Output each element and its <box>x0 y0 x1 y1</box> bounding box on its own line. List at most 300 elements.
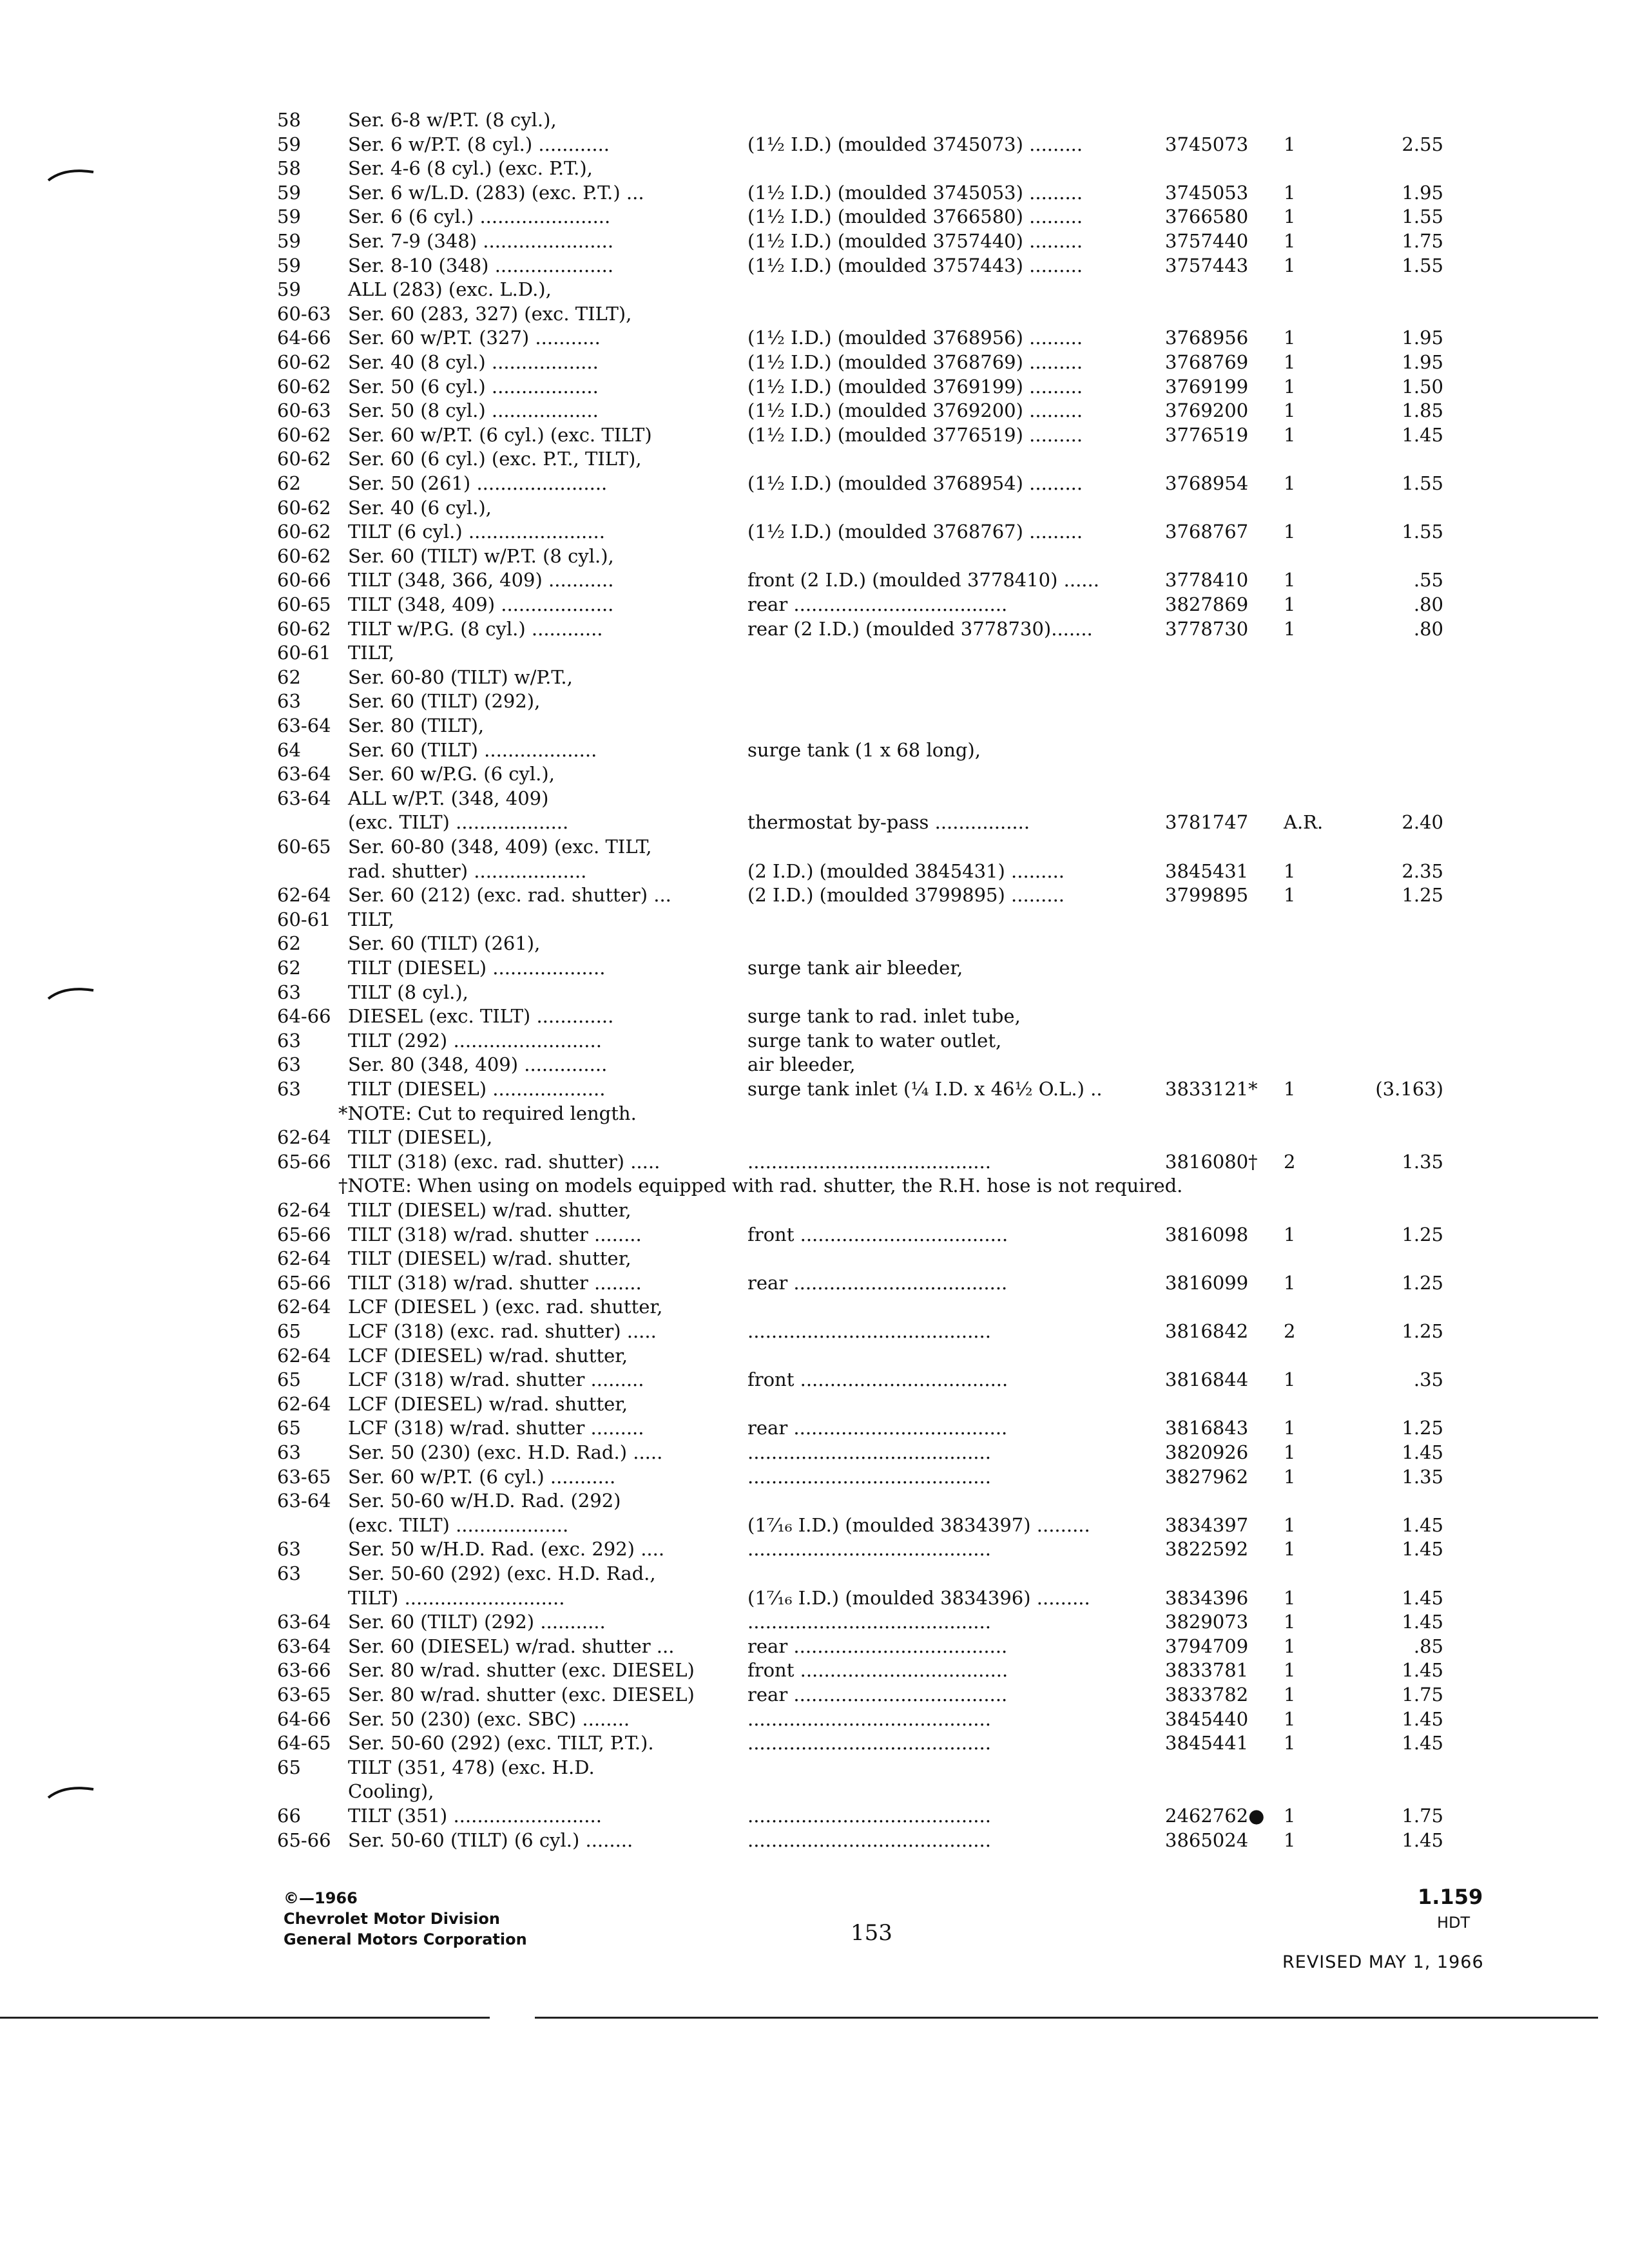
cell-qty: 1 <box>1284 860 1296 882</box>
cell-desc: Ser. 60 (TILT) (261), <box>348 932 541 954</box>
page-number: 153 <box>851 1920 892 1946</box>
table-row <box>0 1416 1629 1439</box>
cell-yr: 62 <box>277 932 301 954</box>
margin-mark <box>45 983 97 1002</box>
cell-qty: 1 <box>1284 1829 1296 1851</box>
cell-pn: 3833782 <box>1165 1684 1249 1706</box>
cell-qty: 2 <box>1284 1151 1296 1173</box>
revision-date: REVISED MAY 1, 1966 <box>1282 1952 1484 1972</box>
cell-desc: Ser. 8-10 (348) .................... <box>348 255 614 276</box>
cell-desc: TILT (8 cyl.), <box>348 981 468 1003</box>
cell-pn: 3833781 <box>1165 1659 1249 1681</box>
cell-qty: A.R. <box>1284 811 1324 833</box>
cell-qty: 1 <box>1284 206 1296 227</box>
cell-qty: 1 <box>1284 1417 1296 1439</box>
table-row <box>0 908 1629 931</box>
table-row <box>0 1707 1629 1731</box>
cell-pn: 3768954 <box>1165 472 1249 494</box>
cell-desc: Ser. 80 (TILT), <box>348 715 485 736</box>
cell-price: 1.45 <box>1402 1611 1443 1633</box>
table-row <box>0 447 1629 470</box>
cell-desc: Ser. 60 (283, 327) (exc. TILT), <box>348 303 632 325</box>
cell-pn: 3745073 <box>1165 133 1249 155</box>
table-row <box>0 1829 1629 1852</box>
table-row <box>0 666 1629 689</box>
cell-spec: ......................................... <box>747 1320 991 1342</box>
table-row <box>0 1271 1629 1294</box>
cell-desc: TILT) ........................... <box>348 1587 565 1609</box>
cell-spec: ......................................... <box>747 1151 991 1173</box>
cell-desc: TILT (DIESEL), <box>348 1126 493 1148</box>
cell-qty: 1 <box>1284 327 1296 349</box>
cell-yr: 60-62 <box>277 618 331 640</box>
table-row <box>0 1683 1629 1706</box>
cell-price: 1.75 <box>1402 1684 1443 1706</box>
table-row <box>0 956 1629 979</box>
table-row <box>0 544 1629 568</box>
cell-price: 1.45 <box>1402 1587 1443 1609</box>
cell-spec: ......................................... <box>747 1538 991 1560</box>
table-row <box>0 883 1629 907</box>
table-row <box>0 1610 1629 1633</box>
cell-yr: 65 <box>277 1756 301 1778</box>
cell-price: 2.35 <box>1402 860 1443 882</box>
table-row <box>0 254 1629 277</box>
cell-desc: TILT (DIESEL) ................... <box>348 1078 606 1100</box>
cell-desc: LCF (DIESEL) w/rad. shutter, <box>348 1393 628 1415</box>
cell-pn: 3769199 <box>1165 376 1249 398</box>
cell-desc: LCF (318) w/rad. shutter ......... <box>348 1417 644 1439</box>
cell-qty: 1 <box>1284 618 1296 640</box>
cell-spec: rear (2 I.D.) (moulded 3778730)....... <box>747 618 1093 640</box>
cell-yr: 63 <box>277 1078 301 1100</box>
table-row <box>0 932 1629 955</box>
cell-yr: 63-65 <box>277 1684 331 1706</box>
cell-yr: 62 <box>277 666 301 688</box>
cell-price: .80 <box>1413 593 1443 615</box>
cell-yr: 63 <box>277 1053 301 1075</box>
cell-pn: 3816843 <box>1165 1417 1249 1439</box>
cell-pn: 3768767 <box>1165 521 1249 543</box>
cell-yr: 60-62 <box>277 448 331 470</box>
cell-yr: 60-62 <box>277 545 331 567</box>
publisher-block <box>284 1888 527 1950</box>
cell-desc: Ser. 6 (6 cyl.) ...................... <box>348 206 611 227</box>
cell-spec: front ................................... <box>747 1659 1008 1681</box>
cell-qty: 1 <box>1284 569 1296 591</box>
cell-price: 1.25 <box>1402 1320 1443 1342</box>
cell-yr: 60-61 <box>277 642 331 664</box>
cell-qty: 1 <box>1284 1224 1296 1245</box>
table-row <box>0 1537 1629 1561</box>
cell-yr: 64 <box>277 739 301 761</box>
cell-spec: surge tank to water outlet, <box>747 1030 1002 1052</box>
cell-price: 1.85 <box>1402 399 1443 421</box>
cell-spec: surge tank to rad. inlet tube, <box>747 1005 1021 1027</box>
cell-qty: 1 <box>1284 1805 1296 1827</box>
cell-spec: (1½ I.D.) (moulded 3757440) ......... <box>747 230 1083 252</box>
cell-spec: front ................................... <box>747 1224 1008 1245</box>
cell-qty: 1 <box>1284 1635 1296 1657</box>
cell-spec: (1½ I.D.) (moulded 3745053) ......... <box>747 182 1083 204</box>
cell-price: 2.55 <box>1402 133 1443 155</box>
table-row <box>0 278 1629 301</box>
cell-yr: 63 <box>277 1441 301 1463</box>
cell-desc: TILT, <box>348 908 394 930</box>
cell-desc: ALL (283) (exc. L.D.), <box>348 278 552 300</box>
cell-pn: 3799895 <box>1165 884 1249 906</box>
cell-yr: 65 <box>277 1320 301 1342</box>
table-row <box>0 1514 1629 1537</box>
cell-price: .35 <box>1413 1369 1443 1390</box>
cell-spec: (1½ I.D.) (moulded 3768954) ......... <box>747 472 1083 494</box>
cell-pn: 3834397 <box>1165 1514 1249 1536</box>
cell-yr: 59 <box>277 255 301 276</box>
table-row <box>0 1029 1629 1052</box>
cell-yr: 65 <box>277 1369 301 1390</box>
cell-qty: 1 <box>1284 1538 1296 1560</box>
cell-desc: ALL w/P.T. (348, 409) <box>348 787 549 809</box>
cell-price: 1.25 <box>1402 1272 1443 1294</box>
cell-desc: TILT (318) w/rad. shutter ........ <box>348 1272 642 1294</box>
cell-desc: TILT w/P.G. (8 cyl.) ............ <box>348 618 603 640</box>
cell-qty: 1 <box>1284 1078 1296 1100</box>
table-row <box>0 1198 1629 1222</box>
cell-qty: 1 <box>1284 472 1296 494</box>
cell-spec: rear .................................... <box>747 1417 1008 1439</box>
cell-yr: 60-62 <box>277 351 331 373</box>
cell-desc: Ser. 80 w/rad. shutter (exc. DIESEL) <box>348 1684 695 1706</box>
cell-desc: Ser. 60 (212) (exc. rad. shutter) ... <box>348 884 671 906</box>
cell-pn: 2462762● <box>1165 1805 1265 1827</box>
cell-yr: 62-64 <box>277 1345 331 1367</box>
cell-desc: Ser. 50 (8 cyl.) .................. <box>348 399 599 421</box>
cell-pn: 3833121* <box>1165 1078 1258 1100</box>
cell-price: 1.45 <box>1402 1514 1443 1536</box>
table-row <box>0 1586 1629 1610</box>
cell-qty: 1 <box>1284 1659 1296 1681</box>
cell-qty: 1 <box>1284 593 1296 615</box>
cell-qty: 1 <box>1284 521 1296 543</box>
cell-yr: 66 <box>277 1805 301 1827</box>
cell-desc: TILT (348, 409) ................... <box>348 593 614 615</box>
cell-desc: TILT (6 cyl.) ....................... <box>348 521 605 543</box>
cell-price: 1.45 <box>1402 1708 1443 1730</box>
cell-desc: Ser. 60 (TILT) w/P.T. (8 cyl.), <box>348 545 614 567</box>
cell-yr: 60-62 <box>277 497 331 519</box>
section-number: 1.159 <box>1418 1885 1483 1909</box>
table-row <box>0 520 1629 543</box>
table-row <box>0 1102 1629 1125</box>
cell-price: 1.45 <box>1402 1441 1443 1463</box>
cell-pn: 3829073 <box>1165 1611 1249 1633</box>
cell-desc: Ser. 6-8 w/P.T. (8 cyl.), <box>348 109 557 131</box>
cell-pn: 3827962 <box>1165 1466 1249 1488</box>
cell-yr: 64-65 <box>277 1732 331 1754</box>
cell-price: 1.55 <box>1402 472 1443 494</box>
table-row <box>0 689 1629 713</box>
cell-yr: 63-64 <box>277 1490 331 1512</box>
cell-yr: 59 <box>277 230 301 252</box>
table-row <box>0 738 1629 762</box>
cell-yr: 63-64 <box>277 763 331 785</box>
cell-pn: 3776519 <box>1165 424 1249 446</box>
table-row <box>0 981 1629 1004</box>
cell-spec: (1½ I.D.) (moulded 3769200) ......... <box>747 399 1083 421</box>
cell-qty: 2 <box>1284 1320 1296 1342</box>
table-row <box>0 1441 1629 1464</box>
table-row <box>0 351 1629 374</box>
cell-price: 2.40 <box>1402 811 1443 833</box>
cell-desc: Ser. 50 (261) ...................... <box>348 472 608 494</box>
table-row <box>0 1489 1629 1512</box>
cell-yr: 63 <box>277 1538 301 1560</box>
cell-yr: 63 <box>277 690 301 712</box>
cell-pn: 3816842 <box>1165 1320 1249 1342</box>
cell-price: 1.55 <box>1402 206 1443 227</box>
table-row <box>0 1126 1629 1149</box>
cell-desc: Ser. 60 w/P.T. (6 cyl.) ........... <box>348 1466 616 1488</box>
cell-spec: (1⁷⁄₁₆ I.D.) (moulded 3834397) ......... <box>747 1514 1090 1536</box>
cell-desc: Ser. 50-60 (TILT) (6 cyl.) ........ <box>348 1829 633 1851</box>
cell-yr: 62-64 <box>277 884 331 906</box>
cell-yr: 63-64 <box>277 1611 331 1633</box>
cell-pn: 3845440 <box>1165 1708 1249 1730</box>
cell-yr: 60-63 <box>277 303 331 325</box>
cell-pn: 3845441 <box>1165 1732 1249 1754</box>
cell-yr: 63-66 <box>277 1659 331 1681</box>
cell-desc: Ser. 7-9 (348) ...................... <box>348 230 614 252</box>
table-row <box>0 641 1629 664</box>
table-row <box>0 157 1629 180</box>
cell-desc: TILT (DIESEL) w/rad. shutter, <box>348 1199 631 1221</box>
cell-price: (3.163) <box>1375 1078 1443 1100</box>
table-row <box>0 811 1629 834</box>
cell-desc: Ser. 40 (8 cyl.) .................. <box>348 351 599 373</box>
cell-spec: rear .................................... <box>747 1272 1008 1294</box>
table-row <box>0 1344 1629 1367</box>
cell-yr: 62 <box>277 957 301 979</box>
cell-pn: 3745053 <box>1165 182 1249 204</box>
cell-spec: ......................................... <box>747 1441 991 1463</box>
table-row <box>0 1004 1629 1028</box>
cell-pn: 3820926 <box>1165 1441 1249 1463</box>
cell-qty: 1 <box>1284 1732 1296 1754</box>
cell-desc: LCF (DIESEL) w/rad. shutter, <box>348 1345 628 1367</box>
cell-desc: TILT (348, 366, 409) ........... <box>348 569 614 591</box>
cell-spec: ......................................... <box>747 1611 991 1633</box>
cell-yr: 60-66 <box>277 569 331 591</box>
cell-yr: 65-66 <box>277 1151 331 1173</box>
cell-yr: 60-62 <box>277 376 331 398</box>
cell-qty: 1 <box>1284 230 1296 252</box>
cell-desc: Ser. 60 (TILT) ................... <box>348 739 597 761</box>
table-row <box>0 1465 1629 1488</box>
table-row <box>0 1756 1629 1779</box>
cell-spec: (1½ I.D.) (moulded 3766580) ......... <box>747 206 1083 227</box>
cell-pn: 3769200 <box>1165 399 1249 421</box>
cell-qty: 1 <box>1284 399 1296 421</box>
table-row <box>0 1780 1629 1803</box>
cell-price: 1.35 <box>1402 1151 1443 1173</box>
cell-pn: 3816080† <box>1165 1151 1258 1173</box>
cell-spec: front ................................... <box>747 1369 1008 1390</box>
cell-desc: †NOTE: When using on models equipped with rad. shutter, the R.H. hose is not required. <box>338 1175 1183 1196</box>
division-name: Chevrolet Motor Division <box>284 1910 500 1928</box>
cell-spec: surge tank (1 x 68 long), <box>747 739 981 761</box>
cell-spec: surge tank inlet (¼ I.D. x 46½ O.L.) .. <box>747 1078 1103 1100</box>
cell-spec: ......................................... <box>747 1708 991 1730</box>
cell-spec: (1½ I.D.) (moulded 3745073) ......... <box>747 133 1083 155</box>
cell-price: 1.25 <box>1402 1417 1443 1439</box>
table-row <box>0 423 1629 447</box>
cell-pn: 3865024 <box>1165 1829 1249 1851</box>
cell-yr: 58 <box>277 157 301 179</box>
cell-qty: 1 <box>1284 133 1296 155</box>
table-row <box>0 568 1629 591</box>
table-row <box>0 1150 1629 1173</box>
cell-price: 1.55 <box>1402 255 1443 276</box>
cell-desc: Ser. 60 (TILT) (292) ........... <box>348 1611 606 1633</box>
table-row <box>0 1392 1629 1416</box>
table-row <box>0 1562 1629 1585</box>
cell-desc: TILT (DIESEL) ................... <box>348 957 606 979</box>
cell-pn: 3766580 <box>1165 206 1249 227</box>
cell-yr: 64-66 <box>277 1005 331 1027</box>
cell-qty: 1 <box>1284 1611 1296 1633</box>
cell-qty: 1 <box>1284 1684 1296 1706</box>
cell-yr: 62-64 <box>277 1393 331 1415</box>
bottom-rule <box>0 2017 490 2019</box>
cell-qty: 1 <box>1284 1466 1296 1488</box>
cell-spec: ......................................... <box>747 1732 991 1754</box>
cell-desc: Ser. 80 w/rad. shutter (exc. DIESEL) <box>348 1659 695 1681</box>
cell-price: .85 <box>1413 1635 1443 1657</box>
cell-price: 1.45 <box>1402 1829 1443 1851</box>
cell-price: 1.95 <box>1402 327 1443 349</box>
cell-desc: Ser. 40 (6 cyl.), <box>348 497 492 519</box>
cell-yr: 64-66 <box>277 1708 331 1730</box>
cell-qty: 1 <box>1284 182 1296 204</box>
cell-qty: 1 <box>1284 1587 1296 1609</box>
cell-spec: (1½ I.D.) (moulded 3769199) ......... <box>747 376 1083 398</box>
cell-spec: ......................................... <box>747 1466 991 1488</box>
cell-spec: air bleeder, <box>747 1053 856 1075</box>
cell-desc: Ser. 4-6 (8 cyl.) (exc. P.T.), <box>348 157 593 179</box>
cell-yr: 63-64 <box>277 1635 331 1657</box>
cell-desc: (exc. TILT) ................... <box>348 811 569 833</box>
cell-yr: 65 <box>277 1417 301 1439</box>
cell-yr: 60-63 <box>277 399 331 421</box>
table-row <box>0 593 1629 616</box>
cell-yr: 62-64 <box>277 1199 331 1221</box>
cell-yr: 60-65 <box>277 593 331 615</box>
cell-yr: 59 <box>277 182 301 204</box>
cell-desc: TILT, <box>348 642 394 664</box>
cell-price: 1.45 <box>1402 1538 1443 1560</box>
cell-pn: 3781747 <box>1165 811 1249 833</box>
cell-desc: Ser. 50-60 (292) (exc. H.D. Rad., <box>348 1562 656 1584</box>
cell-pn: 3827869 <box>1165 593 1249 615</box>
cell-price: .55 <box>1413 569 1443 591</box>
cell-price: .80 <box>1413 618 1443 640</box>
cell-yr: 60-62 <box>277 424 331 446</box>
cell-spec: (1⁷⁄₁₆ I.D.) (moulded 3834396) ......... <box>747 1587 1090 1609</box>
cell-desc: DIESEL (exc. TILT) ............. <box>348 1005 614 1027</box>
cell-desc: Ser. 80 (348, 409) .............. <box>348 1053 608 1075</box>
cell-desc: Ser. 60 (DIESEL) w/rad. shutter ... <box>348 1635 675 1657</box>
cell-price: 1.75 <box>1402 230 1443 252</box>
cell-yr: 62-64 <box>277 1296 331 1318</box>
cell-desc: LCF (318) w/rad. shutter ......... <box>348 1369 644 1390</box>
cell-desc: TILT (318) w/rad. shutter ........ <box>348 1224 642 1245</box>
cell-yr: 63 <box>277 1030 301 1052</box>
cell-pn: 3816844 <box>1165 1369 1249 1390</box>
cell-pn: 3768769 <box>1165 351 1249 373</box>
cell-qty: 1 <box>1284 351 1296 373</box>
cell-yr: 60-65 <box>277 836 331 858</box>
cell-yr: 59 <box>277 206 301 227</box>
cell-yr: 62-64 <box>277 1126 331 1148</box>
cell-desc: Ser. 60 w/P.G. (6 cyl.), <box>348 763 555 785</box>
cell-qty: 1 <box>1284 1369 1296 1390</box>
cell-spec: ......................................... <box>747 1805 991 1827</box>
cell-price: 1.50 <box>1402 376 1443 398</box>
cell-desc: rad. shutter) ................... <box>348 860 587 882</box>
cell-desc: Ser. 60-80 (348, 409) (exc. TILT, <box>348 836 652 858</box>
cell-desc: TILT (351, 478) (exc. H.D. <box>348 1756 595 1778</box>
cell-yr: 64-66 <box>277 327 331 349</box>
cell-desc: TILT (351) ......................... <box>348 1805 602 1827</box>
cell-yr: 58 <box>277 109 301 131</box>
cell-yr: 65-66 <box>277 1272 331 1294</box>
cell-yr: 63 <box>277 1562 301 1584</box>
cell-yr: 63 <box>277 981 301 1003</box>
table-row <box>0 835 1629 858</box>
table-row <box>0 714 1629 737</box>
cell-spec: front (2 I.D.) (moulded 3778410) ...... <box>747 569 1099 591</box>
cell-yr: 63-64 <box>277 787 331 809</box>
cell-yr: 59 <box>277 133 301 155</box>
cell-qty: 1 <box>1284 1708 1296 1730</box>
cell-pn: 3768956 <box>1165 327 1249 349</box>
cell-desc: Ser. 6 w/P.T. (8 cyl.) ............ <box>348 133 610 155</box>
cell-spec: rear .................................... <box>747 1635 1008 1657</box>
table-row <box>0 860 1629 883</box>
table-row <box>0 1223 1629 1246</box>
cell-desc: Ser. 60 w/P.T. (6 cyl.) (exc. TILT) <box>348 424 652 446</box>
cell-qty: 1 <box>1284 424 1296 446</box>
cell-desc: Ser. 50-60 (292) (exc. TILT, P.T.). <box>348 1732 654 1754</box>
table-row <box>0 229 1629 253</box>
cell-spec: ......................................... <box>747 1829 991 1851</box>
cell-pn: 3778730 <box>1165 618 1249 640</box>
corporation-name: General Motors Corporation <box>284 1930 527 1948</box>
table-row <box>0 1731 1629 1754</box>
cell-spec: (1½ I.D.) (moulded 3768956) ......... <box>747 327 1083 349</box>
table-row <box>0 1295 1629 1318</box>
cell-price: 1.95 <box>1402 351 1443 373</box>
cell-yr: 60-61 <box>277 908 331 930</box>
cell-spec: thermostat by-pass ................ <box>747 811 1030 833</box>
cell-desc: Ser. 50 (230) (exc. SBC) ........ <box>348 1708 630 1730</box>
cell-spec: rear .................................... <box>747 1684 1008 1706</box>
cell-yr: 60-62 <box>277 521 331 543</box>
table-row <box>0 326 1629 349</box>
cell-desc: Ser. 50 w/H.D. Rad. (exc. 292) .... <box>348 1538 665 1560</box>
cell-pn: 3822592 <box>1165 1538 1249 1560</box>
table-row <box>0 1658 1629 1682</box>
